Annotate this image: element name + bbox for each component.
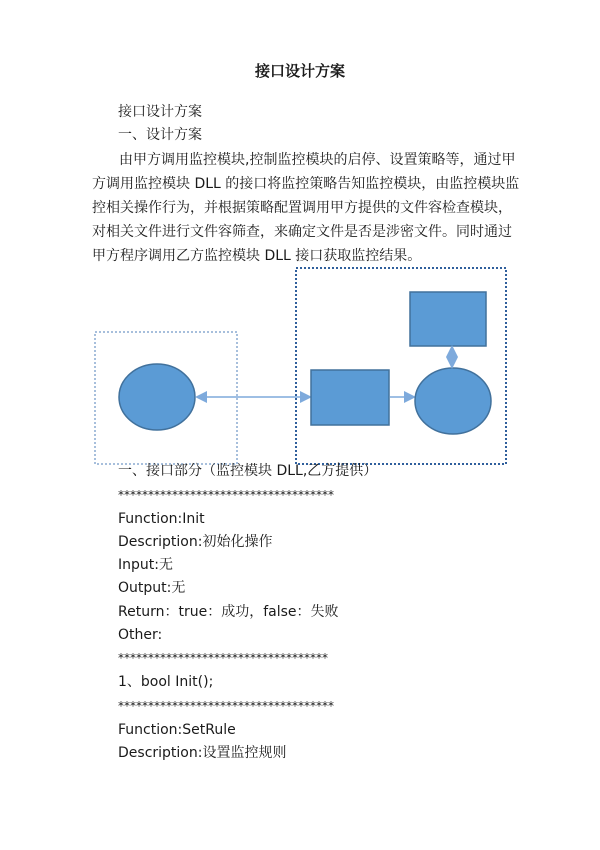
function-output: Output:无 xyxy=(118,580,186,596)
subtitle: 接口设计方案 xyxy=(118,104,202,120)
caller-ellipse xyxy=(119,364,195,430)
section-heading-design: 一、设计方案 xyxy=(118,127,202,143)
function-name: Function:SetRule xyxy=(118,722,236,738)
function-other: Other: xyxy=(118,627,163,643)
separator-stars: ************************************ xyxy=(118,699,334,713)
architecture-diagram xyxy=(0,260,600,470)
check-ellipse xyxy=(415,368,491,434)
function-signature: 1、bool Init(); xyxy=(118,674,214,690)
function-name: Function:Init xyxy=(118,511,205,527)
paragraph-line: 控相关操作行为，并根据策略配置调用甲方提供的文件容检查模块， xyxy=(92,200,512,216)
function-description: Description:设置监控规则 xyxy=(118,745,287,761)
design-paragraph xyxy=(92,148,520,268)
function-description: Description:初始化操作 xyxy=(118,534,273,550)
separator-stars: ************************************ xyxy=(118,488,334,502)
file-check-rect xyxy=(410,292,486,346)
paragraph-line: 方调用监控模块 DLL 的接口将监控策略告知监控模块，由监控模块监 xyxy=(92,176,520,192)
paragraph-line: 对相关文件进行文件容筛查，来确定文件是否是涉密文件。同时通过 xyxy=(92,224,512,240)
function-input: Input:无 xyxy=(118,557,173,573)
function-return: Return：true：成功，false：失败 xyxy=(118,604,339,620)
separator-stars: *********************************** xyxy=(118,651,328,665)
section-heading-interface: 一、接口部分（监控模块 DLL,乙方提供） xyxy=(118,463,378,479)
module-rect xyxy=(311,370,389,425)
paragraph-line: 由甲方调用监控模块,控制监控模块的启停、设置策略等，通过甲 xyxy=(119,152,516,168)
document-title: 接口设计方案 xyxy=(254,62,345,80)
paragraph-line: 甲方程序调用乙方监控模块 DLL 接口获取监控结果。 xyxy=(92,248,422,264)
